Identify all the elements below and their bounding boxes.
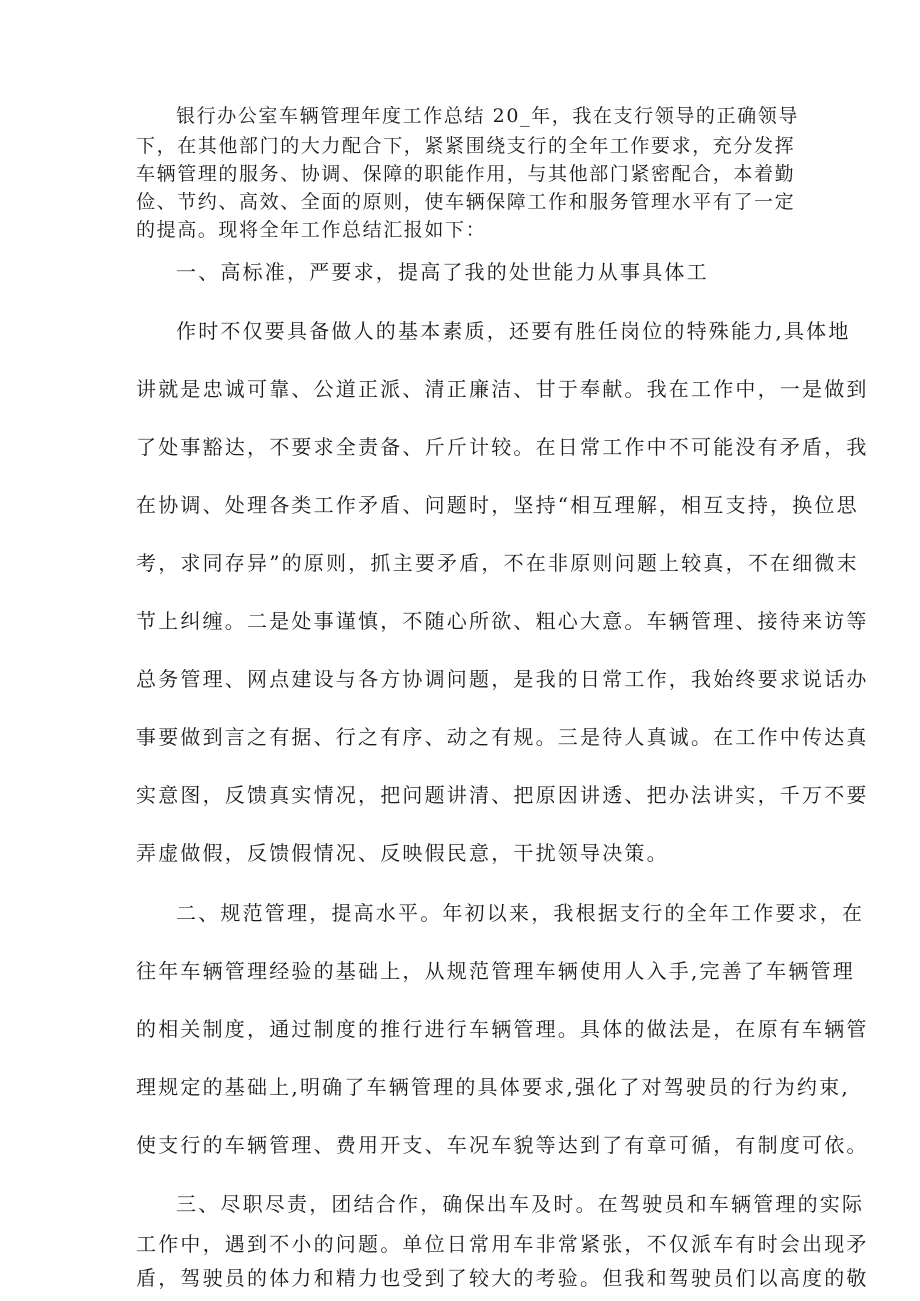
paragraph-line: 三、尽职尽责，团结合作，确保出车及时。在驾驶员和车辆管理的实际 [176,1192,865,1216]
intro-line: 银行办公室车辆管理年度工作总结 20_年，我在支行领导的正确领导 [176,105,799,127]
paragraph-line: 工作中，遇到不小的问题。单位日常用车非常紧张，不仅派车有时会出现矛 [136,1232,869,1256]
paragraph-line: 考，求同存异”的原则，抓主要矛盾，不在非原则问题上较真，不在细微末 [136,551,859,575]
paragraph-line: 往年车辆管理经验的基础上，从规范管理车辆使用人入手,完善了车辆管理 [136,959,855,983]
paragraph-line: 了处事豁达，不要求全责备、斤斤计较。在日常工作中不可能没有矛盾，我 [136,435,869,459]
intro-line: 的提高。现将全年工作总结汇报如下： [136,219,487,241]
paragraph-line: 事要做到言之有据、行之有序、动之有规。三是待人真诚。在工作中传达真 [136,725,869,749]
section-heading: 一、高标准，严要求，提高了我的处世能力从事具体工 [176,260,709,284]
paragraph-line: 的相关制度，通过制度的推行进行车辆管理。具体的做法是，在原有车辆管 [136,1017,869,1041]
paragraph-line: 弄虚做假，反馈假情况、反映假民意，干扰领导决策。 [136,841,669,865]
paragraph-line: 作时不仅要具备做人的基本素质，还要有胜任岗位的特殊能力,具体地 [176,319,851,343]
paragraph-line: 二、规范管理，提高水平。年初以来，我根据支行的全年工作要求，在 [176,901,865,925]
paragraph-line: 讲就是忠诚可靠、公道正派、清正廉洁、甘于奉献。我在工作中，一是做到 [136,377,869,401]
paragraph-line: 节上纠缠。二是处事谨慎，不随心所欲、粗心大意。车辆管理、接待来访等 [136,609,869,633]
intro-line: 车辆管理的服务、协调、保障的职能作用，与其他部门紧密配合，本着勤 [136,163,796,185]
paragraph-line: 盾，驾驶员的体力和精力也受到了较大的考验。但我和驾驶员们以高度的敬 [136,1266,869,1290]
paragraph-line: 总务管理、网点建设与各方协调问题，是我的日常工作，我始终要求说话办 [136,667,869,691]
intro-line: 下，在其他部门的大力配合下，紧紧围绕支行的全年工作要求，充分发挥 [136,135,796,157]
paragraph-line: 使支行的车辆管理、费用开支、车况车貌等达到了有章可循，有制度可依。 [136,1133,869,1157]
paragraph-line: 在协调、处理各类工作矛盾、问题时，坚持“相互理解，相互支持，换位思 [136,493,859,517]
paragraph-line: 理规定的基础上,明确了车辆管理的具体要求,强化了对驾驶员的行为约束, [136,1075,850,1099]
paragraph-line: 实意图，反馈真实情况，把问题讲清、把原因讲透、把办法讲实，千万不要 [136,783,869,807]
intro-line: 俭、节约、高效、全面的原则，使车辆保障工作和服务管理水平有了一定 [136,191,796,213]
